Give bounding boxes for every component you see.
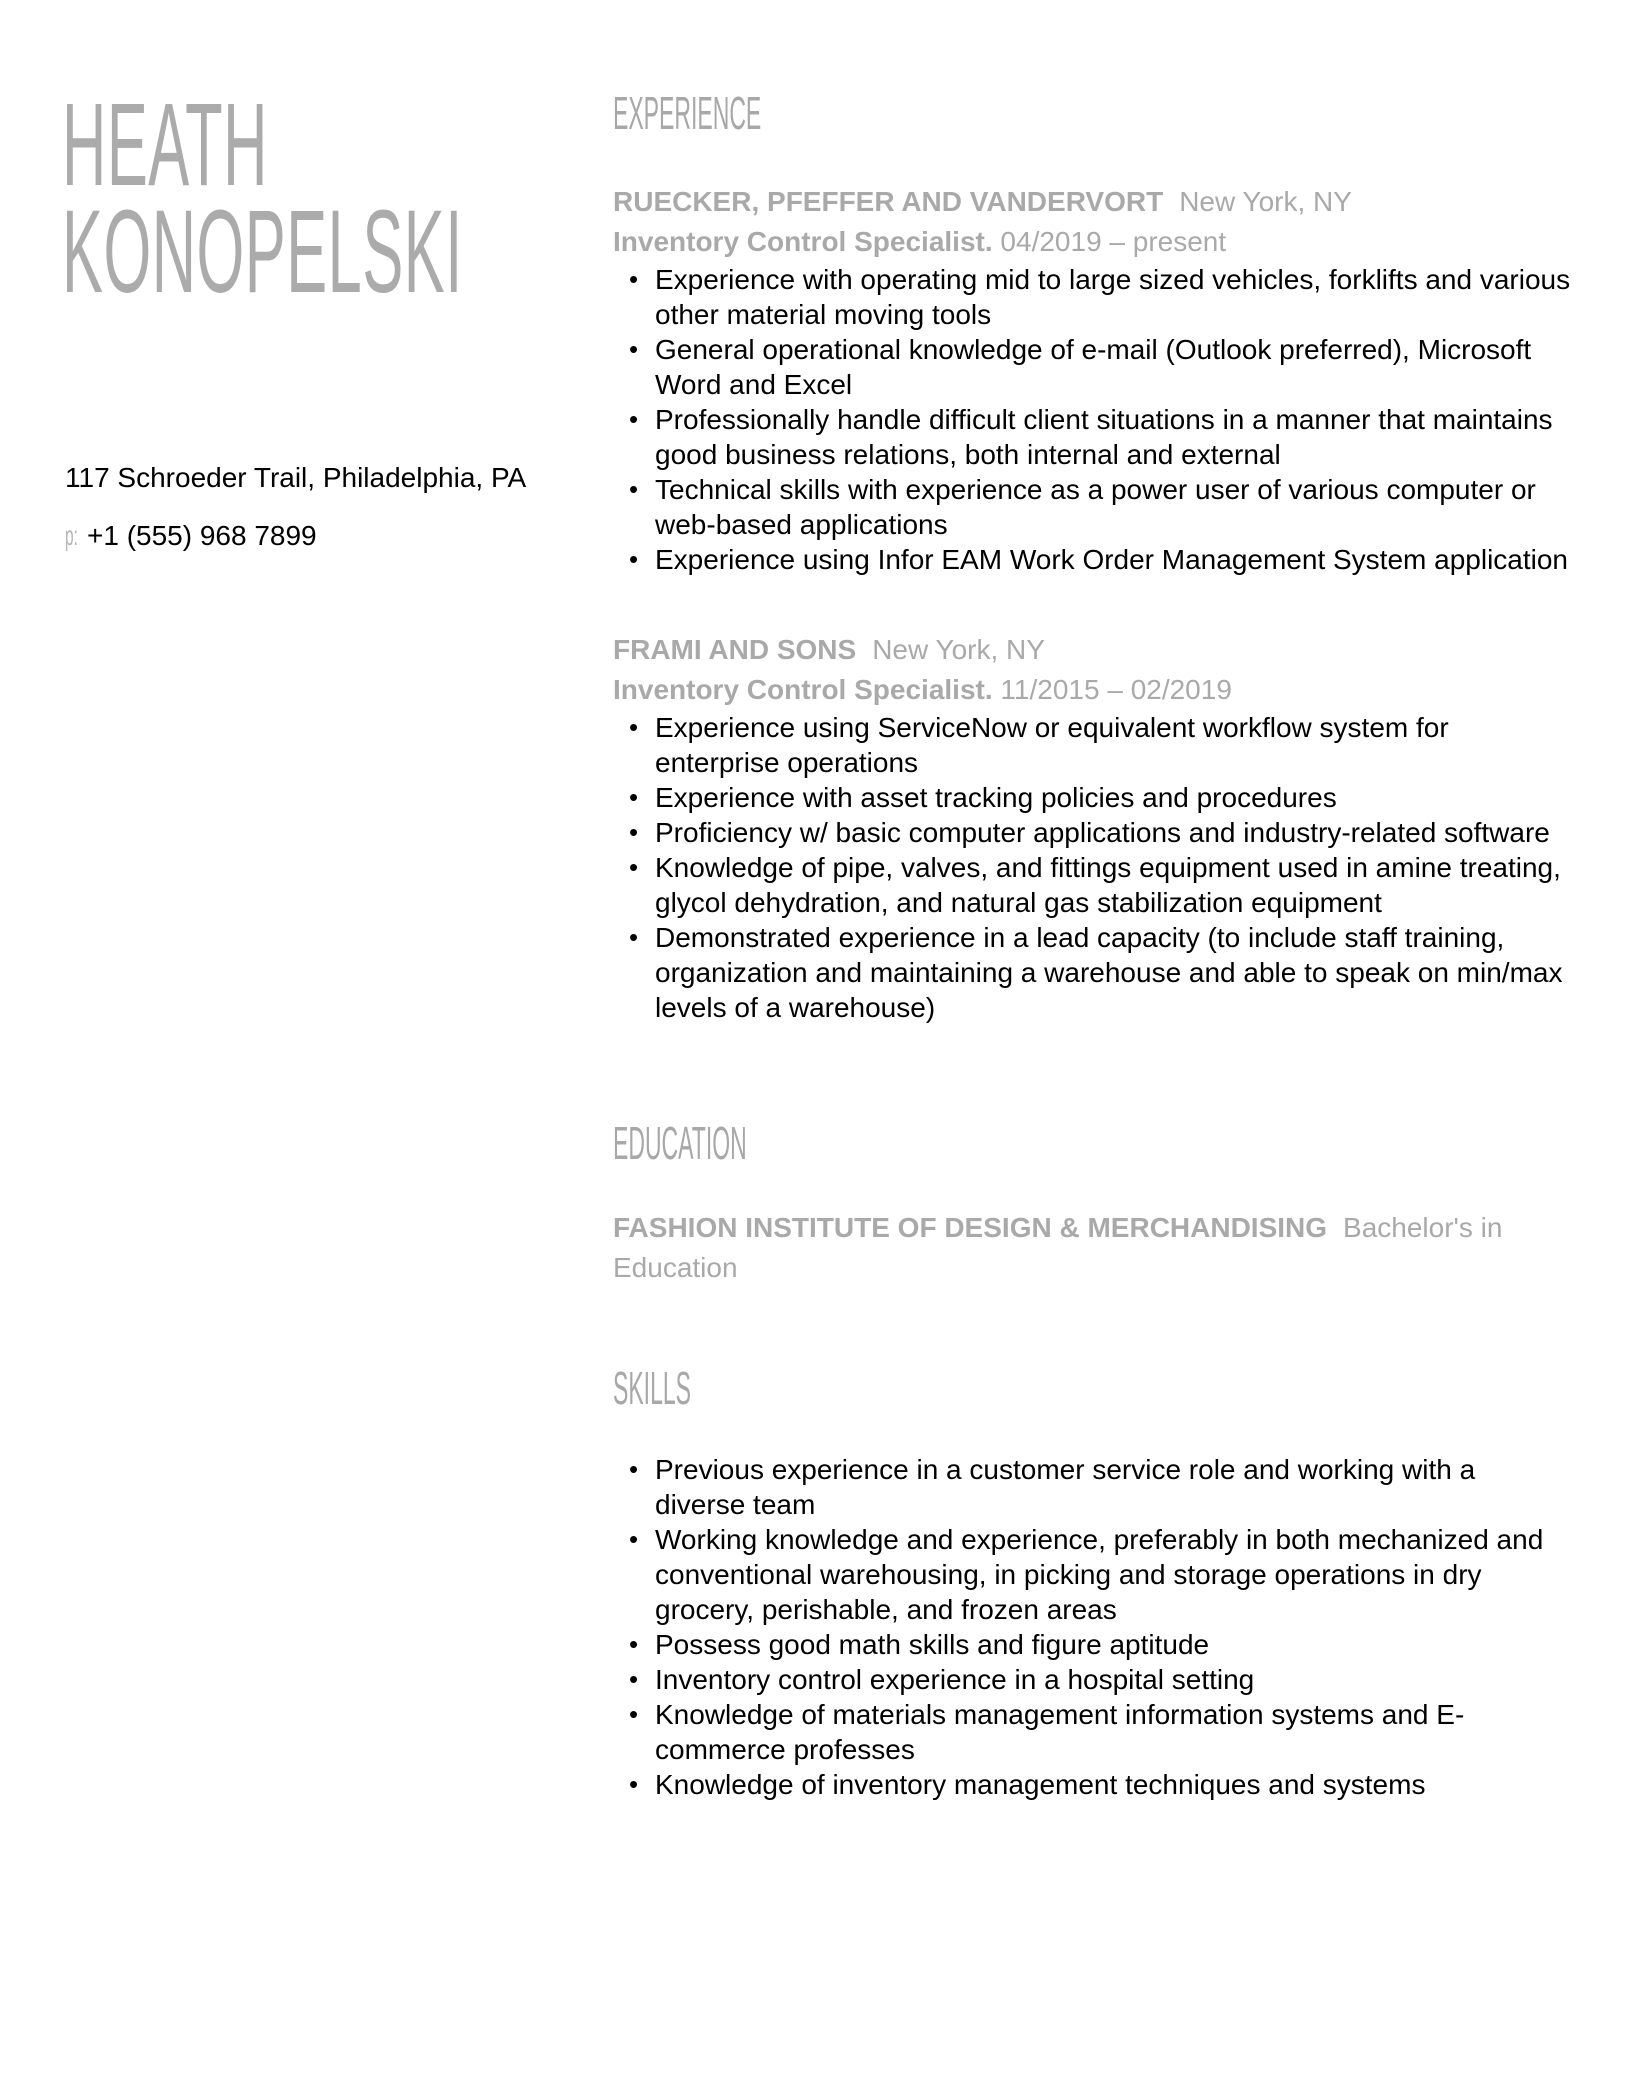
skill-item: • Previous experience in a customer service role and working with a diverse team bbox=[613, 1452, 1573, 1522]
company-location: New York, NY bbox=[1179, 186, 1352, 217]
job-line bbox=[613, 670, 1573, 710]
education-entry bbox=[613, 1208, 1553, 1288]
job-dates: 04/2019 – present bbox=[1000, 226, 1227, 257]
company-line bbox=[613, 630, 1573, 670]
company-location: New York, NY bbox=[872, 634, 1045, 665]
company-name: FRAMI AND SONS bbox=[613, 634, 857, 665]
bullet-item: • Experience using ServiceNow or equivalent workflow system for enterprise operations bbox=[613, 710, 1573, 780]
skills-list bbox=[613, 1452, 1573, 1802]
skill-item: • Knowledge of inventory management techniques and systems bbox=[613, 1767, 1573, 1802]
company-line bbox=[613, 182, 1573, 222]
skill-item: • Knowledge of materials management information systems and E-commerce professes bbox=[613, 1697, 1573, 1767]
bullet-item: • Demonstrated experience in a lead capacity (to include staff training, organization and maintaining a warehouse and able to speak on min/max levels of a warehouse) bbox=[613, 920, 1573, 1025]
education-heading: EDUCATION bbox=[613, 1117, 747, 1169]
bullet-item: • Technical skills with experience as a power user of various computer or web-based applications bbox=[613, 472, 1573, 542]
company-name: RUECKER, PFEFFER AND VANDERVORT bbox=[613, 186, 1164, 217]
job-title: Inventory Control Specialist. bbox=[613, 674, 993, 705]
job-bullets bbox=[613, 262, 1573, 577]
experience-entry bbox=[613, 182, 1573, 577]
skill-item: • Inventory control experience in a hospital setting bbox=[613, 1662, 1573, 1697]
skills-heading: SKILLS bbox=[613, 1362, 691, 1414]
bullet-item: • Experience with operating mid to large sized vehicles, forklifts and various other material moving tools bbox=[613, 262, 1573, 332]
school-name: FASHION INSTITUTE OF DESIGN & MERCHANDISING bbox=[613, 1212, 1328, 1243]
address: 117 Schroeder Trail, Philadelphia, PA bbox=[65, 462, 527, 493]
job-bullets bbox=[613, 710, 1573, 1025]
job-dates: 11/2015 – 02/2019 bbox=[1000, 674, 1232, 705]
bullet-item: • Knowledge of pipe, valves, and fittings equipment used in amine treating, glycol dehydration, and natural gas stabilization equipment bbox=[613, 850, 1573, 920]
phone-row bbox=[65, 520, 317, 552]
bullet-item: • Professionally handle difficult client situations in a manner that maintains good business relations, both internal and external bbox=[613, 402, 1573, 472]
bullet-item: • Experience with asset tracking policies and procedures bbox=[613, 780, 1573, 815]
last-name: KONOPELSKI bbox=[62, 186, 463, 318]
phone-number: +1 (555) 968 7899 bbox=[87, 520, 317, 551]
job-line bbox=[613, 222, 1573, 262]
bullet-item: • General operational knowledge of e-mail (Outlook preferred), Microsoft Word and Excel bbox=[613, 332, 1573, 402]
skill-item: • Possess good math skills and figure aptitude bbox=[613, 1627, 1573, 1662]
phone-label: p: bbox=[65, 520, 78, 551]
bullet-item: • Experience using Infor EAM Work Order Management System application bbox=[613, 542, 1573, 577]
bullet-item: • Proficiency w/ basic computer applications and industry-related software bbox=[613, 815, 1573, 850]
experience-entry bbox=[613, 630, 1573, 1025]
job-title: Inventory Control Specialist. bbox=[613, 226, 993, 257]
degree: Bachelor's in Education bbox=[613, 1212, 1503, 1283]
skill-item: • Working knowledge and experience, preferably in both mechanized and conventional warehousing, in picking and storage operations in dry grocery, perishable, and frozen areas bbox=[613, 1522, 1573, 1627]
experience-heading: EXPERIENCE bbox=[613, 87, 762, 139]
first-name: HEATH bbox=[62, 79, 269, 211]
